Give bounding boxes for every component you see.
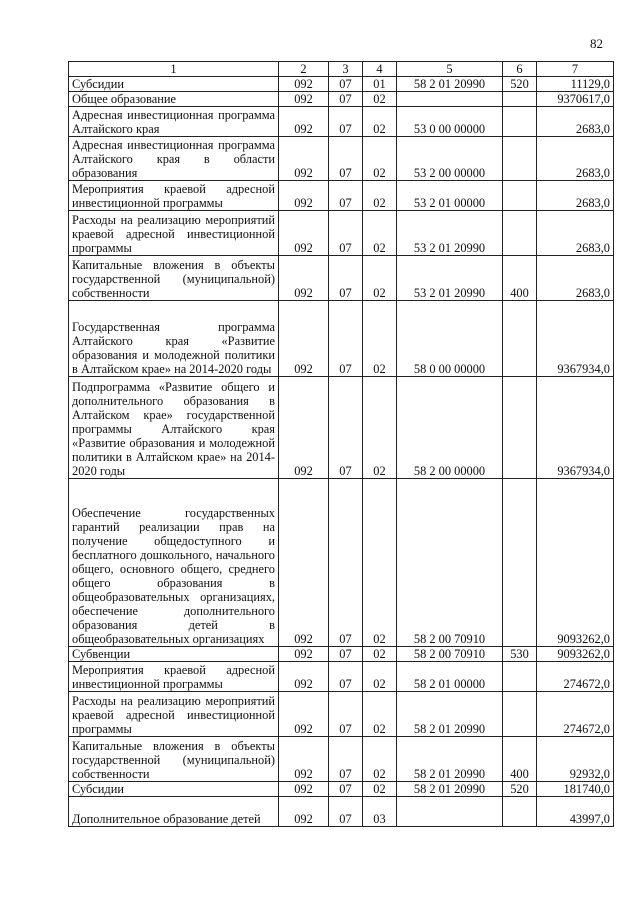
cell-c6 xyxy=(503,107,537,137)
cell-c2: 092 xyxy=(279,737,329,782)
cell-c4: 02 xyxy=(363,647,397,662)
cell-c4: 02 xyxy=(363,92,397,107)
cell-c4: 02 xyxy=(363,782,397,797)
cell-c5: 58 2 00 70910 xyxy=(397,479,503,647)
cell-c2: 092 xyxy=(279,92,329,107)
cell-c2: 092 xyxy=(279,782,329,797)
cell-c2: 092 xyxy=(279,797,329,827)
table-row xyxy=(69,782,614,797)
cell-c4: 02 xyxy=(363,181,397,211)
cell-c2: 092 xyxy=(279,211,329,256)
cell-c3: 07 xyxy=(329,782,363,797)
row-name: Государственная программа Алтайского края «Развитие образования и молодежной политики в Алтайском крае» на 2014-2020 годы xyxy=(69,301,279,377)
table-row xyxy=(69,256,614,301)
row-name: Адресная инвестиционная программа Алтайского края xyxy=(69,107,279,137)
row-name: Капитальные вложения в объекты государственной (муниципальной) собственности xyxy=(69,256,279,301)
cell-c7: 9370617,0 xyxy=(537,92,614,107)
cell-c4: 02 xyxy=(363,692,397,737)
cell-c4: 02 xyxy=(363,301,397,377)
cell-c7: 2683,0 xyxy=(537,256,614,301)
page-number: 82 xyxy=(590,36,603,51)
cell-c2: 092 xyxy=(279,137,329,181)
cell-c6 xyxy=(503,662,537,692)
cell-c3: 07 xyxy=(329,137,363,181)
cell-c2: 092 xyxy=(279,692,329,737)
column-header: 1 xyxy=(69,62,279,77)
table-row xyxy=(69,137,614,181)
table-row xyxy=(69,692,614,737)
cell-c5: 58 2 00 70910 xyxy=(397,647,503,662)
cell-c4: 02 xyxy=(363,211,397,256)
cell-c6: 520 xyxy=(503,77,537,92)
cell-c5: 58 2 01 20990 xyxy=(397,737,503,782)
cell-c5: 53 2 01 00000 xyxy=(397,181,503,211)
table-row xyxy=(69,479,614,647)
cell-c2: 092 xyxy=(279,301,329,377)
cell-c7: 11129,0 xyxy=(537,77,614,92)
row-name: Мероприятия краевой адресной инвестиционной программы xyxy=(69,181,279,211)
table-header-row xyxy=(69,62,614,77)
column-header: 5 xyxy=(397,62,503,77)
table-row xyxy=(69,301,614,377)
cell-c2: 092 xyxy=(279,377,329,479)
cell-c2: 092 xyxy=(279,662,329,692)
cell-c7: 9367934,0 xyxy=(537,377,614,479)
cell-c2: 092 xyxy=(279,181,329,211)
cell-c6: 400 xyxy=(503,737,537,782)
table-row xyxy=(69,647,614,662)
cell-c5 xyxy=(397,797,503,827)
cell-c7: 9093262,0 xyxy=(537,647,614,662)
column-header: 6 xyxy=(503,62,537,77)
cell-c6: 400 xyxy=(503,256,537,301)
cell-c7: 9093262,0 xyxy=(537,479,614,647)
row-name: Дополнительное образование детей xyxy=(69,797,279,827)
cell-c5: 58 2 00 00000 xyxy=(397,377,503,479)
cell-c4: 02 xyxy=(363,107,397,137)
cell-c5: 58 2 01 20990 xyxy=(397,77,503,92)
row-name: Подпрограмма «Развитие общего и дополнительного образования в Алтайском крае» государственной программы Алтайского края «Развитие образования и молодежной политики в Алтайском крае» на 2014-2020 годы xyxy=(69,377,279,479)
table-row xyxy=(69,92,614,107)
cell-c7: 9367934,0 xyxy=(537,301,614,377)
cell-c5: 53 2 01 20990 xyxy=(397,211,503,256)
cell-c4: 02 xyxy=(363,737,397,782)
cell-c5 xyxy=(397,92,503,107)
cell-c4: 02 xyxy=(363,479,397,647)
cell-c3: 07 xyxy=(329,479,363,647)
cell-c3: 07 xyxy=(329,77,363,92)
cell-c7: 2683,0 xyxy=(537,181,614,211)
cell-c3: 07 xyxy=(329,662,363,692)
cell-c6 xyxy=(503,797,537,827)
cell-c3: 07 xyxy=(329,377,363,479)
row-name: Адресная инвестиционная программа Алтайского края в области образования xyxy=(69,137,279,181)
cell-c6 xyxy=(503,692,537,737)
cell-c2: 092 xyxy=(279,647,329,662)
budget-table xyxy=(68,61,614,827)
cell-c6 xyxy=(503,181,537,211)
row-name: Расходы на реализацию мероприятий краевой адресной инвестиционной программы xyxy=(69,692,279,737)
row-name: Субсидии xyxy=(69,782,279,797)
cell-c7: 274672,0 xyxy=(537,692,614,737)
cell-c2: 092 xyxy=(279,107,329,137)
cell-c7: 2683,0 xyxy=(537,211,614,256)
table-row xyxy=(69,77,614,92)
cell-c7: 2683,0 xyxy=(537,137,614,181)
cell-c6 xyxy=(503,479,537,647)
cell-c4: 02 xyxy=(363,377,397,479)
cell-c5: 58 0 00 00000 xyxy=(397,301,503,377)
cell-c3: 07 xyxy=(329,737,363,782)
cell-c7: 92932,0 xyxy=(537,737,614,782)
cell-c2: 092 xyxy=(279,256,329,301)
cell-c7: 181740,0 xyxy=(537,782,614,797)
table-row xyxy=(69,211,614,256)
row-name: Капитальные вложения в объекты государственной (муниципальной) собственности xyxy=(69,737,279,782)
cell-c7: 274672,0 xyxy=(537,662,614,692)
cell-c3: 07 xyxy=(329,181,363,211)
row-name: Обеспечение государственных гарантий реализации прав на получение общедоступного и бесплатного дошкольного, начального общего, основного общего, среднего общего образования в общеобразовательных организациях, обеспечение дополнительного образования детей в общеобразовательных организациях xyxy=(69,479,279,647)
cell-c6: 530 xyxy=(503,647,537,662)
column-header: 7 xyxy=(537,62,614,77)
cell-c5: 58 2 01 20990 xyxy=(397,782,503,797)
cell-c4: 02 xyxy=(363,662,397,692)
table-row xyxy=(69,662,614,692)
cell-c6: 520 xyxy=(503,782,537,797)
row-name: Общее образование xyxy=(69,92,279,107)
cell-c5: 58 2 01 20990 xyxy=(397,692,503,737)
cell-c2: 092 xyxy=(279,479,329,647)
cell-c4: 01 xyxy=(363,77,397,92)
cell-c4: 02 xyxy=(363,256,397,301)
table-row xyxy=(69,181,614,211)
cell-c7: 2683,0 xyxy=(537,107,614,137)
row-name: Субсидии xyxy=(69,77,279,92)
cell-c3: 07 xyxy=(329,107,363,137)
cell-c3: 07 xyxy=(329,647,363,662)
cell-c6 xyxy=(503,92,537,107)
column-header: 4 xyxy=(363,62,397,77)
column-header: 3 xyxy=(329,62,363,77)
cell-c6 xyxy=(503,137,537,181)
cell-c6 xyxy=(503,211,537,256)
cell-c5: 53 2 01 20990 xyxy=(397,256,503,301)
table-row xyxy=(69,377,614,479)
cell-c3: 07 xyxy=(329,692,363,737)
cell-c5: 53 0 00 00000 xyxy=(397,107,503,137)
row-name: Субвенции xyxy=(69,647,279,662)
table-row xyxy=(69,797,614,827)
cell-c3: 07 xyxy=(329,797,363,827)
cell-c3: 07 xyxy=(329,256,363,301)
table-row xyxy=(69,737,614,782)
cell-c4: 03 xyxy=(363,797,397,827)
cell-c6 xyxy=(503,301,537,377)
cell-c3: 07 xyxy=(329,301,363,377)
cell-c2: 092 xyxy=(279,77,329,92)
row-name: Расходы на реализацию мероприятий краевой адресной инвестиционной программы xyxy=(69,211,279,256)
cell-c3: 07 xyxy=(329,92,363,107)
cell-c4: 02 xyxy=(363,137,397,181)
cell-c5: 58 2 01 00000 xyxy=(397,662,503,692)
column-header: 2 xyxy=(279,62,329,77)
cell-c3: 07 xyxy=(329,211,363,256)
row-name: Мероприятия краевой адресной инвестиционной программы xyxy=(69,662,279,692)
table-row xyxy=(69,107,614,137)
cell-c5: 53 2 00 00000 xyxy=(397,137,503,181)
cell-c6 xyxy=(503,377,537,479)
cell-c7: 43997,0 xyxy=(537,797,614,827)
